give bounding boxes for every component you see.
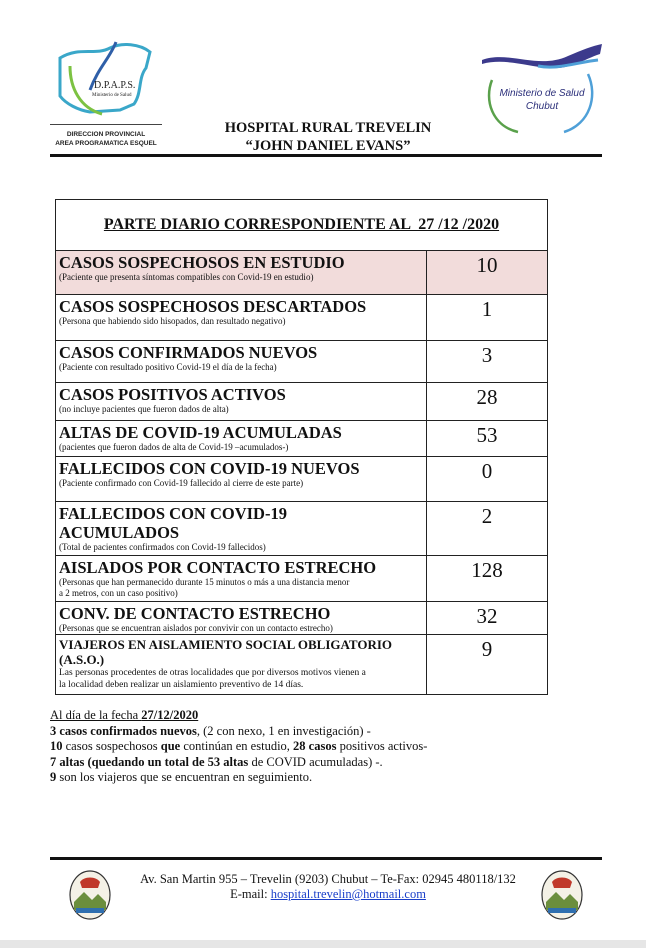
ministerio-salud-chubut-logo-icon [478, 40, 606, 140]
row-note: (Persona que habiendo sido hisopados, dan resultado negativo) [59, 316, 286, 326]
footer-divider [50, 857, 602, 860]
daily-report-table [55, 199, 548, 695]
row-label: CONV. DE CONTACTO ESTRECHO [59, 604, 331, 623]
row-note-line2: a 2 metros, con un caso positivo) [59, 588, 178, 598]
row-label: FALLECIDOS CON COVID-19 NUEVOS [59, 459, 360, 478]
footer-email-line: E-mail: hospital.trevelin@hotmail.com [230, 887, 426, 901]
row-note: (Total de pacientes confirmados con Covid-19 fallecidos) [59, 542, 266, 552]
table-row [56, 556, 548, 602]
table-row [56, 295, 548, 341]
summary-line-3: 7 altas (quedando un total de 53 altas de COVID acumuladas) -. [50, 754, 383, 769]
table-row [56, 341, 548, 383]
email-link[interactable]: hospital.trevelin@hotmail.com [270, 887, 426, 901]
table-row [56, 421, 548, 457]
left-logo-caption-2: AREA PROGRAMATICA ESQUEL [55, 140, 157, 147]
row-label-line2: ACUMULADOS [59, 523, 180, 542]
row-value: 9 [427, 635, 548, 695]
left-logo-text: D.P.A.P.S. [94, 80, 136, 91]
hospital-title-line1: HOSPITAL RURAL TREVELIN [224, 120, 432, 136]
header-divider [50, 154, 602, 157]
row-label: CASOS CONFIRMADOS NUEVOS [59, 343, 318, 362]
summary-date-line: Al día de la fecha 27/12/2020 [50, 708, 199, 722]
left-logo-sub: Ministerio de Salud [92, 93, 132, 98]
footer-contact [116, 872, 540, 902]
row-note-line1: Las personas procedentes de otras localidades que por diversos motivos vienen a [59, 668, 366, 678]
row-note-line1: (Personas que han permanecido durante 15 minutos o más a una distancia menor [59, 577, 350, 587]
row-value: 10 [427, 251, 548, 295]
row-label: CASOS SOSPECHOSOS EN ESTUDIO [59, 253, 345, 272]
row-value: 53 [427, 421, 548, 457]
row-note: (Paciente que presenta síntomas compatibles con Covid-19 en estudio) [59, 272, 314, 282]
right-logo-line2: Chubut [525, 101, 559, 112]
row-value: 128 [427, 556, 548, 602]
report-title-row [56, 200, 548, 251]
row-label: AISLADOS POR CONTACTO ESTRECHO [59, 558, 377, 577]
row-label: CASOS SOSPECHOSOS DESCARTADOS [59, 297, 367, 316]
row-note: (Paciente confirmado con Covid-19 fallecido al cierre de este parte) [59, 478, 304, 488]
summary-line-4: 9 son los viajeros que se encuentran en seguimiento. [50, 770, 313, 784]
row-value: 32 [427, 602, 548, 635]
table-row [56, 502, 548, 556]
row-value: 28 [427, 383, 548, 421]
right-logo-line1: Ministerio de Salud [499, 88, 585, 99]
footer-address: Av. San Martin 955 – Trevelin (9203) Chubut – Te-Fax: 02945 480118/132 [140, 872, 516, 886]
row-value: 0 [427, 457, 548, 502]
table-row [56, 251, 548, 295]
summary-line-1: 3 casos confirmados nuevos, (2 con nexo, 1 en investigación) - [50, 723, 371, 738]
table-row [56, 602, 548, 635]
summary-date: 27/12/2020 [141, 708, 199, 722]
dpaps-map-logo-icon [50, 38, 162, 150]
hospital-title [170, 119, 486, 155]
row-label-line1: VIAJEROS EN AISLAMIENTO SOCIAL OBLIGATORIO [59, 637, 393, 652]
summary-line-2: 10 casos sospechosos que continúan en estudio, 28 casos positivos activos- [50, 739, 428, 753]
row-note-line2: la localidad deben realizar un aislamiento preventivo de 14 días. [59, 680, 304, 690]
chubut-shield-seal-icon [68, 868, 112, 920]
daily-summary [50, 708, 610, 786]
row-note: (Personas que se encuentran aislados por convivir con un contacto estrecho) [59, 623, 333, 633]
row-label-line2: (A.S.O.) [59, 652, 105, 667]
row-value: 3 [427, 341, 548, 383]
report-title: PARTE DIARIO CORRESPONDIENTE AL 27 /12 /2020 [56, 200, 548, 251]
row-note: (no incluye pacientes que fueron dados de alta) [59, 404, 229, 414]
hospital-title-line2: “JOHN DANIEL EVANS” [245, 138, 411, 154]
row-value: 2 [427, 502, 548, 556]
row-label: ALTAS DE COVID-19 ACUMULADAS [59, 423, 342, 442]
left-logo-caption-1: DIRECCION PROVINCIAL [66, 131, 146, 138]
row-label: CASOS POSITIVOS ACTIVOS [59, 385, 286, 404]
row-note: (Paciente con resultado positivo Covid-19 el día de la fecha) [59, 362, 277, 372]
row-label-line1: FALLECIDOS CON COVID-19 [59, 504, 287, 523]
table-row [56, 383, 548, 421]
row-note: (pacientes que fueron dados de alta de Covid-19 –acumulados-) [59, 442, 289, 452]
page-bottom-edge [0, 940, 646, 948]
table-row [56, 457, 548, 502]
row-value: 1 [427, 295, 548, 341]
table-row [56, 635, 548, 695]
chubut-shield-seal-icon [540, 868, 584, 920]
